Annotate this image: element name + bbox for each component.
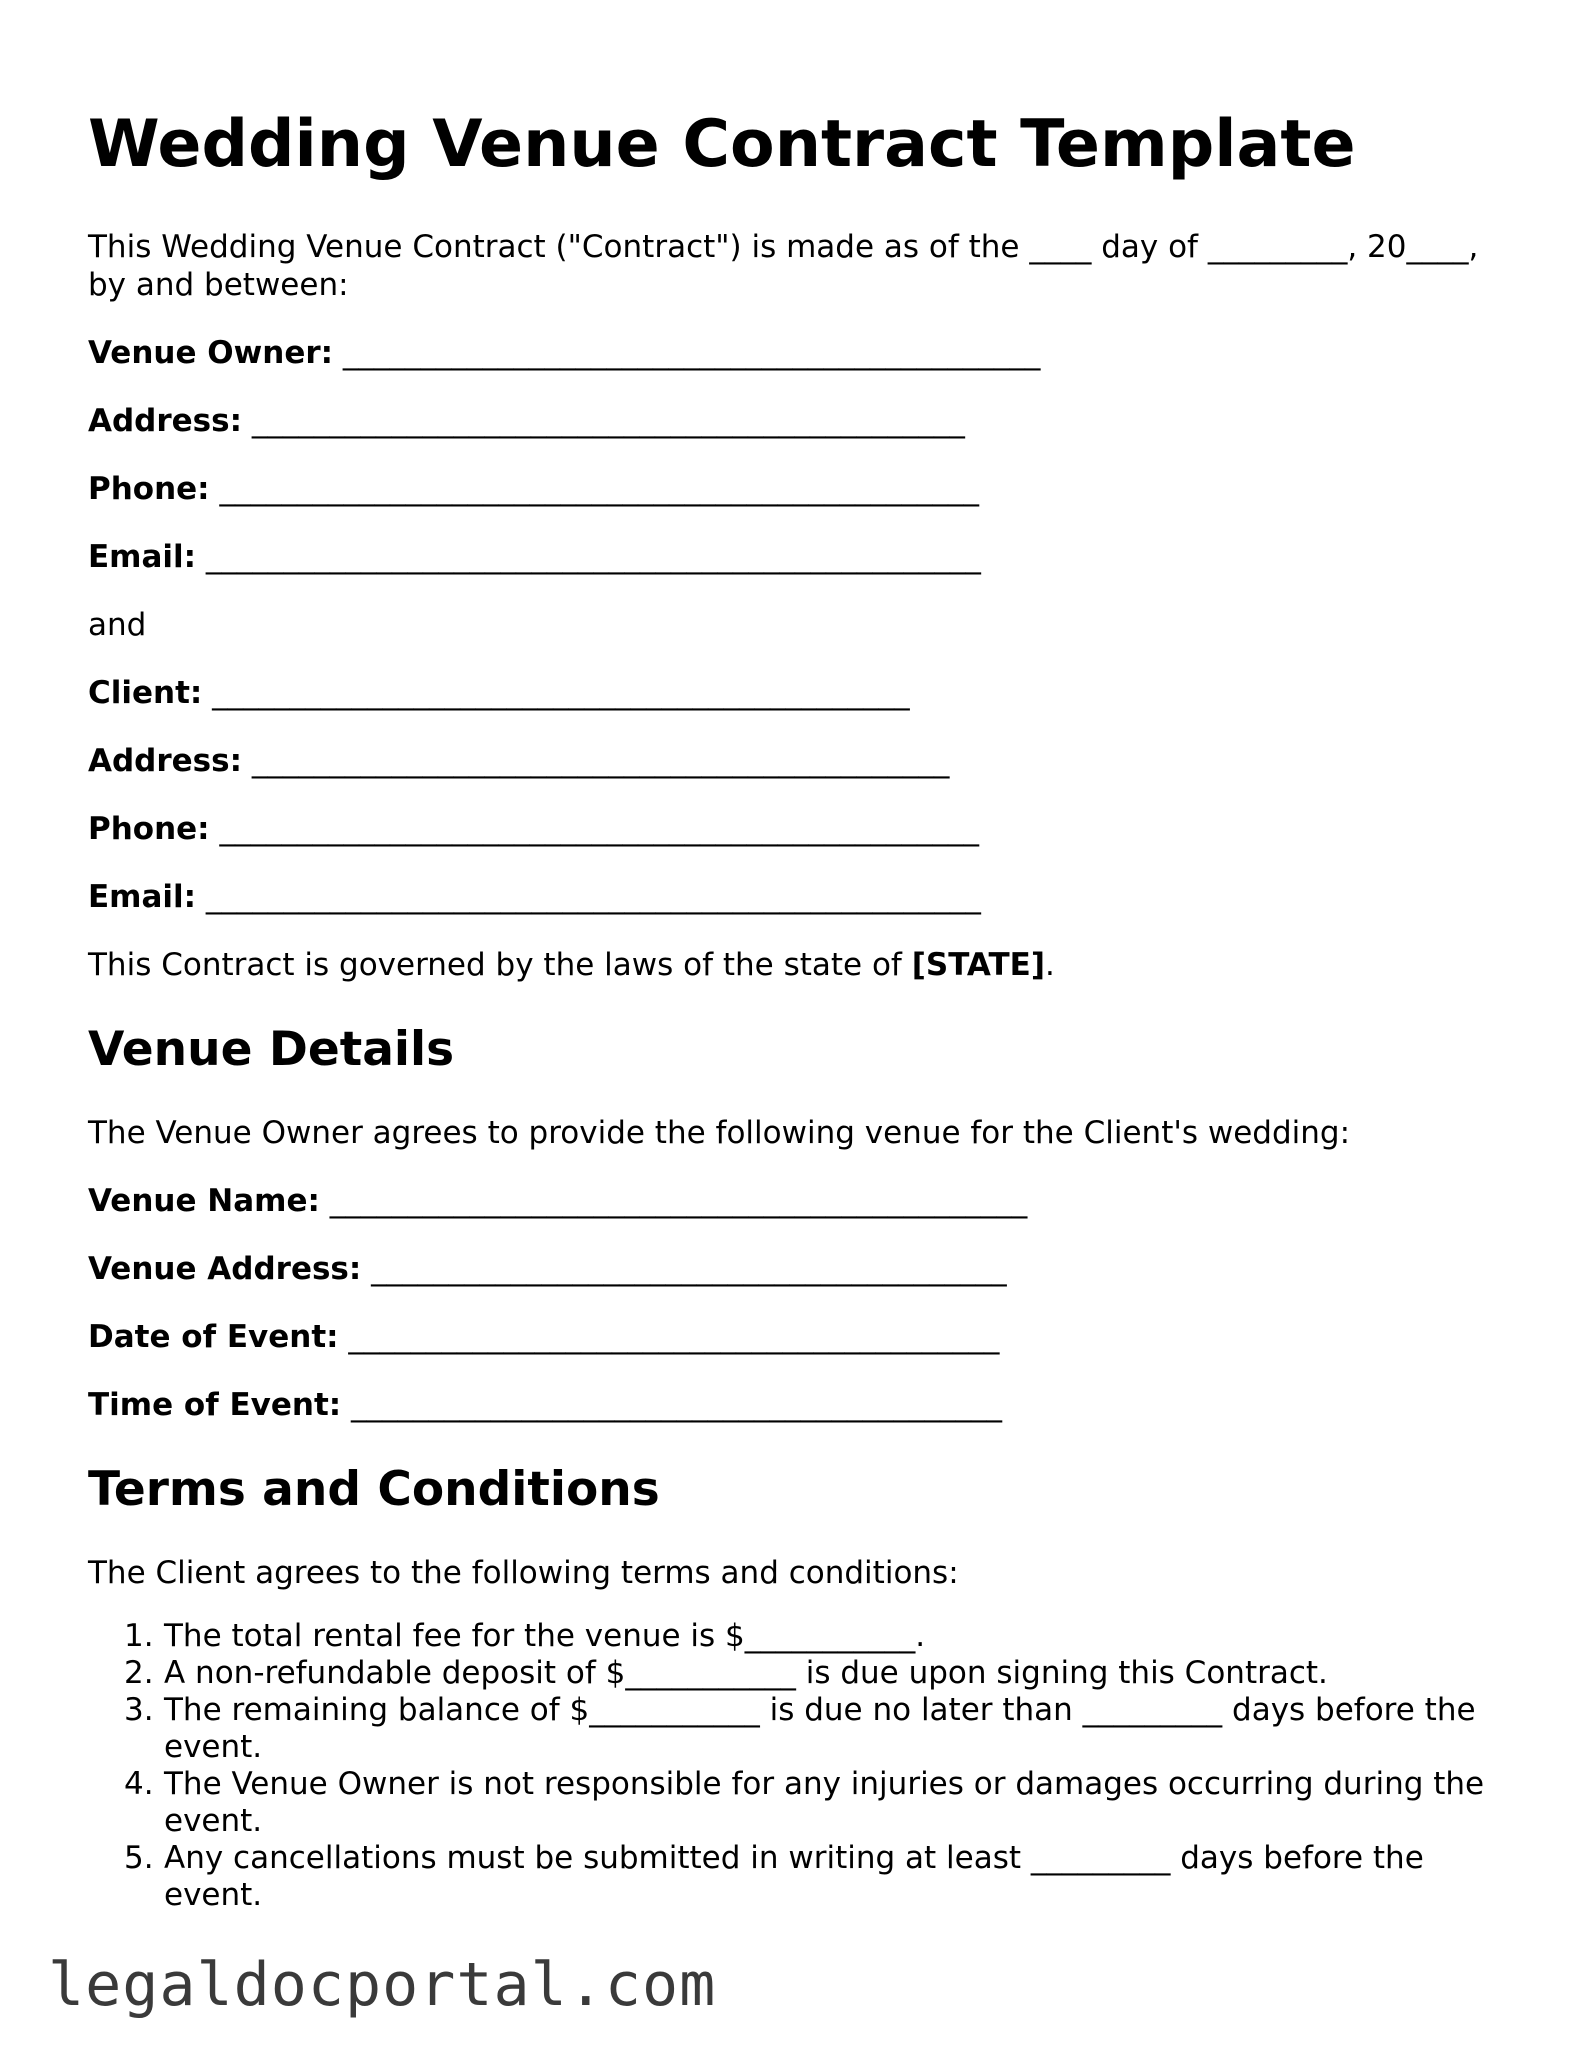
item-number: 4. [124, 1766, 154, 1802]
client-field [88, 674, 910, 712]
field-blank[interactable]: _________________________________________ [371, 1251, 1007, 1287]
governing-law-period: . [1045, 947, 1055, 983]
terms-intro: The Client agrees to the following terms and conditions: [88, 1555, 959, 1591]
field-label: Address: [88, 403, 242, 439]
field-label: Venue Name: [88, 1183, 320, 1219]
document-title: Wedding Venue Contract Template [88, 107, 1356, 182]
field-label: Date of Event: [88, 1319, 339, 1355]
and-text: and [88, 607, 147, 643]
event-time-field [88, 1386, 1002, 1424]
item-number: 5. [124, 1840, 154, 1876]
field-blank[interactable]: _____________________________________________ [329, 1183, 1028, 1219]
field-label: Address: [88, 743, 242, 779]
client-address-field [88, 742, 949, 780]
field-label: Venue Owner: [88, 335, 334, 371]
field-blank[interactable]: __________________________________________________ [205, 539, 981, 575]
item-text: A non-refundable deposit of $___________ is due upon signing this Contract. [164, 1655, 1328, 1691]
venue-owner-field [88, 334, 1040, 372]
item-number: 3. [124, 1692, 154, 1728]
field-blank[interactable]: _________________________________________________ [219, 811, 979, 847]
field-blank[interactable]: _____________________________________________ [342, 335, 1041, 371]
item-text: The remaining balance of $___________ is due no later than _________ days before the event. [164, 1692, 1476, 1765]
field-blank[interactable]: __________________________________________ [348, 1319, 1000, 1355]
state-placeholder: [STATE] [911, 947, 1046, 983]
list-item [88, 1766, 1508, 1840]
venue-details-intro: The Venue Owner agrees to provide the following venue for the Client's wedding: [88, 1115, 1351, 1151]
owner-email-field [88, 538, 981, 576]
field-blank[interactable]: ______________________________________________ [251, 403, 965, 439]
field-blank[interactable]: _____________________________________________ [251, 743, 950, 779]
list-item [88, 1618, 1508, 1655]
field-label: Venue Address: [88, 1251, 362, 1287]
field-blank[interactable]: __________________________________________ [351, 1387, 1003, 1423]
watermark: legaldocportal.com [48, 1950, 717, 2020]
field-label: Phone: [88, 811, 210, 847]
owner-phone-field [88, 470, 979, 508]
field-label: Email: [88, 539, 197, 575]
venue-name-field [88, 1182, 1027, 1220]
governing-law-text [88, 946, 1055, 984]
item-number: 1. [124, 1618, 154, 1654]
client-phone-field [88, 810, 979, 848]
venue-address-field [88, 1250, 1007, 1288]
item-text: Any cancellations must be submitted in writing at least _________ days before the event. [164, 1840, 1424, 1913]
governing-law-sentence: This Contract is governed by the laws of the state of [88, 947, 912, 983]
client-email-field [88, 878, 981, 916]
terms-list [88, 1618, 1508, 1914]
item-number: 2. [124, 1655, 154, 1691]
event-date-field [88, 1318, 999, 1356]
field-blank[interactable]: _________________________________________________ [219, 471, 979, 507]
venue-details-heading: Venue Details [88, 1022, 455, 1077]
intro-paragraph: This Wedding Venue Contract ("Contract") is made as of the ____ day of _________, 20____, by and between: [88, 229, 1479, 303]
terms-heading: Terms and Conditions [88, 1462, 660, 1517]
owner-address-field [88, 402, 965, 440]
field-label: Phone: [88, 471, 210, 507]
field-blank[interactable]: __________________________________________________ [205, 879, 981, 915]
list-item [88, 1840, 1508, 1914]
list-item [88, 1692, 1508, 1766]
field-blank[interactable]: _____________________________________________ [212, 675, 910, 711]
list-item [88, 1655, 1508, 1692]
field-label: Email: [88, 879, 197, 915]
item-text: The Venue Owner is not responsible for any injuries or damages occurring during the event. [164, 1766, 1485, 1839]
field-label: Time of Event: [88, 1387, 342, 1423]
field-label: Client: [88, 675, 203, 711]
item-text: The total rental fee for the venue is $___________. [164, 1618, 926, 1654]
